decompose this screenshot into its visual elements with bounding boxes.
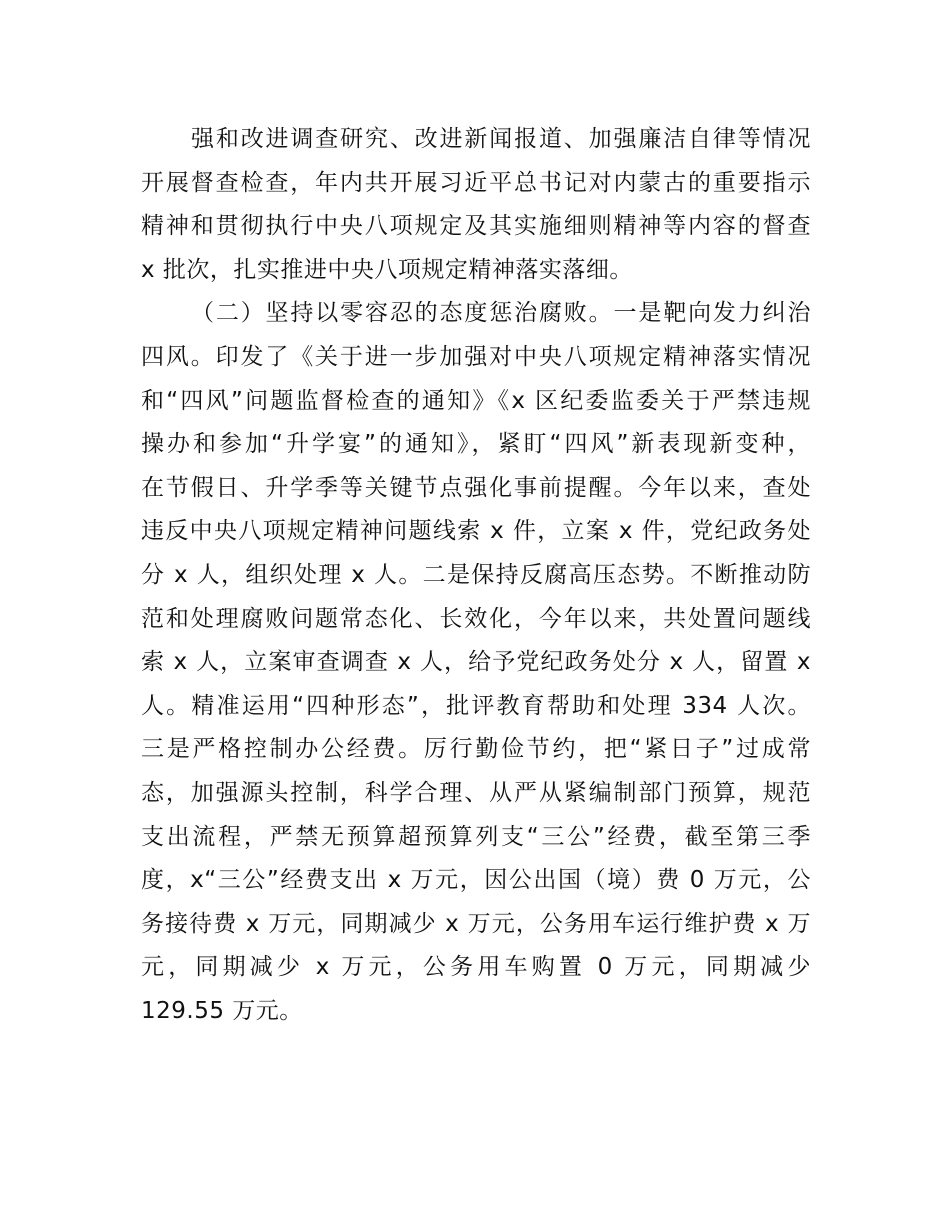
text-line: 强和改进调查研究、改进新闻报道、加强廉洁自律等情况 bbox=[191, 126, 811, 152]
text-line: 129.55 万元。 bbox=[141, 997, 303, 1024]
text-line: 态，加强源头控制，科学合理、从严从紧编制部门预算，规范 bbox=[141, 779, 811, 806]
paragraph-1 bbox=[141, 118, 811, 292]
text-line: 元，同期减少 x 万元，公务用车购置 0 万元，同期减少 bbox=[141, 954, 811, 981]
text-line: 违反中央八项规定精神问题线索 x 件，立案 x 件，党纪政务处 bbox=[141, 518, 811, 545]
text-line: （二）坚持以零容忍的态度惩治腐败。一是靶向发力纠治 bbox=[191, 300, 811, 327]
text-line: 支出流程，严禁无预算超预算列支“三公”经费，截至第三季 bbox=[141, 823, 811, 850]
text-line: 三是严格控制办公经费。厉行勤俭节约，把“紧日子”过成常 bbox=[141, 736, 811, 763]
text-line: 和“四风”问题监督检查的通知》《x 区纪委监委关于严禁违规 bbox=[141, 387, 811, 414]
text-line: 四风。印发了《关于进一步加强对中央八项规定精神落实情况 bbox=[141, 343, 811, 370]
text-line: 在节假日、升学季等关键节点强化事前提醒。今年以来，查处 bbox=[141, 474, 811, 501]
text-line: 索 x 人，立案审查调查 x 人，给予党纪政务处分 x 人，留置 x bbox=[141, 649, 811, 676]
text-line: x 批次，扎实推进中央八项规定精神落实落细。 bbox=[141, 256, 633, 283]
text-line: 精神和贯彻执行中央八项规定及其实施细则精神等内容的督查 bbox=[141, 213, 811, 240]
text-line: 操办和参加“升学宴”的通知》，紧盯“四风”新表现新变种， bbox=[141, 431, 811, 458]
text-line: 度，x“三公”经费支出 x 万元，因公出国（境）费 0 万元，公 bbox=[141, 867, 811, 894]
text-line: 务接待费 x 万元，同期减少 x 万元，公务用车运行维护费 x 万 bbox=[141, 910, 811, 937]
document-body bbox=[141, 118, 811, 1033]
text-line: 分 x 人，组织处理 x 人。二是保持反腐高压态势。不断推动防 bbox=[141, 561, 811, 588]
text-line: 范和处理腐败问题常态化、长效化，今年以来，共处置问题线 bbox=[141, 605, 811, 632]
paragraph-2 bbox=[141, 292, 811, 1033]
text-line: 开展督查检查，年内共开展习近平总书记对内蒙古的重要指示 bbox=[141, 169, 811, 196]
text-line: 人。精准运用“四种形态”，批评教育帮助和处理 334 人次。 bbox=[141, 692, 811, 719]
